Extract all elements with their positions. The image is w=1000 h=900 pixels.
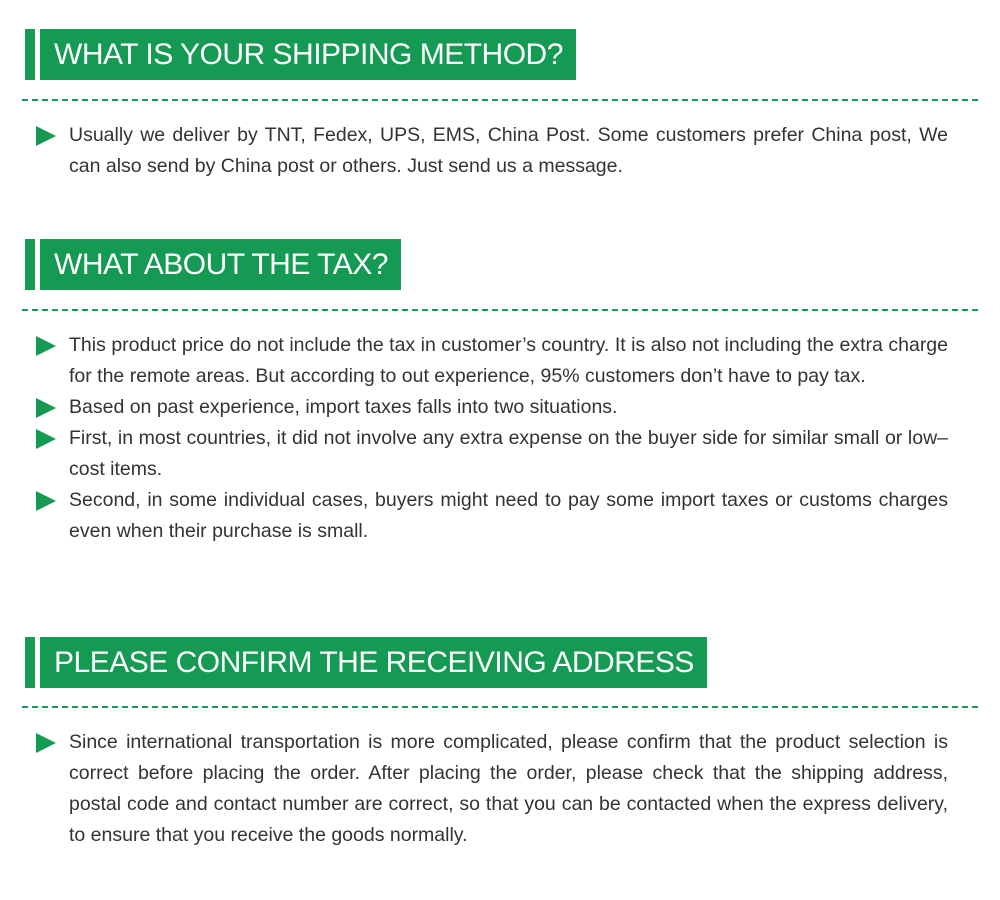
list-item [36, 392, 948, 423]
bullet-text: Since international transportation is more complicated, please confirm that the product selection is correct before placing the order. After placing the order, please check that the shipping address, postal code and contact number are correct, so that you can be contacted when the express delivery, to ensure that you receive the goods normally. [69, 731, 948, 846]
section-header [25, 239, 401, 290]
list-item [36, 727, 948, 851]
bullet-list [36, 120, 948, 182]
triangle-bullet-icon [36, 126, 56, 146]
dashed-divider [22, 99, 978, 101]
bullet-text: First, in most countries, it did not involve any extra expense on the buyer side for similar small or low–cost items. [69, 427, 948, 480]
list-item [36, 330, 948, 392]
header-accent-bar [25, 239, 35, 290]
bullet-text: Usually we deliver by TNT, Fedex, UPS, EMS, China Post. Some customers prefer China post, We can also send by China post or others. Just send us a message. [69, 124, 948, 177]
list-item [36, 423, 948, 485]
dashed-divider [22, 309, 978, 311]
triangle-bullet-icon [36, 398, 56, 418]
triangle-bullet-icon [36, 336, 56, 356]
dashed-divider [22, 706, 978, 708]
list-item [36, 485, 948, 547]
bullet-list [36, 727, 948, 851]
section-title: WHAT ABOUT THE TAX? [40, 239, 401, 290]
section-header [25, 637, 707, 688]
triangle-bullet-icon [36, 491, 56, 511]
header-accent-bar [25, 29, 35, 80]
bullet-text: Second, in some individual cases, buyers might need to pay some import taxes or customs charges even when their purchase is small. [69, 489, 948, 542]
section-title: WHAT IS YOUR SHIPPING METHOD? [40, 29, 576, 80]
triangle-bullet-icon [36, 429, 56, 449]
section-title: PLEASE CONFIRM THE RECEIVING ADDRESS [40, 637, 707, 688]
list-item [36, 120, 948, 182]
bullet-text: This product price do not include the tax in customer’s country. It is also not including the extra charge for the remote areas. But according to out experience, 95% customers don’t have to pay tax. [69, 334, 948, 387]
triangle-bullet-icon [36, 733, 56, 753]
bullet-list [36, 330, 948, 547]
header-accent-bar [25, 637, 35, 688]
section-header [25, 29, 576, 80]
bullet-text: Based on past experience, import taxes falls into two situations. [69, 396, 618, 418]
